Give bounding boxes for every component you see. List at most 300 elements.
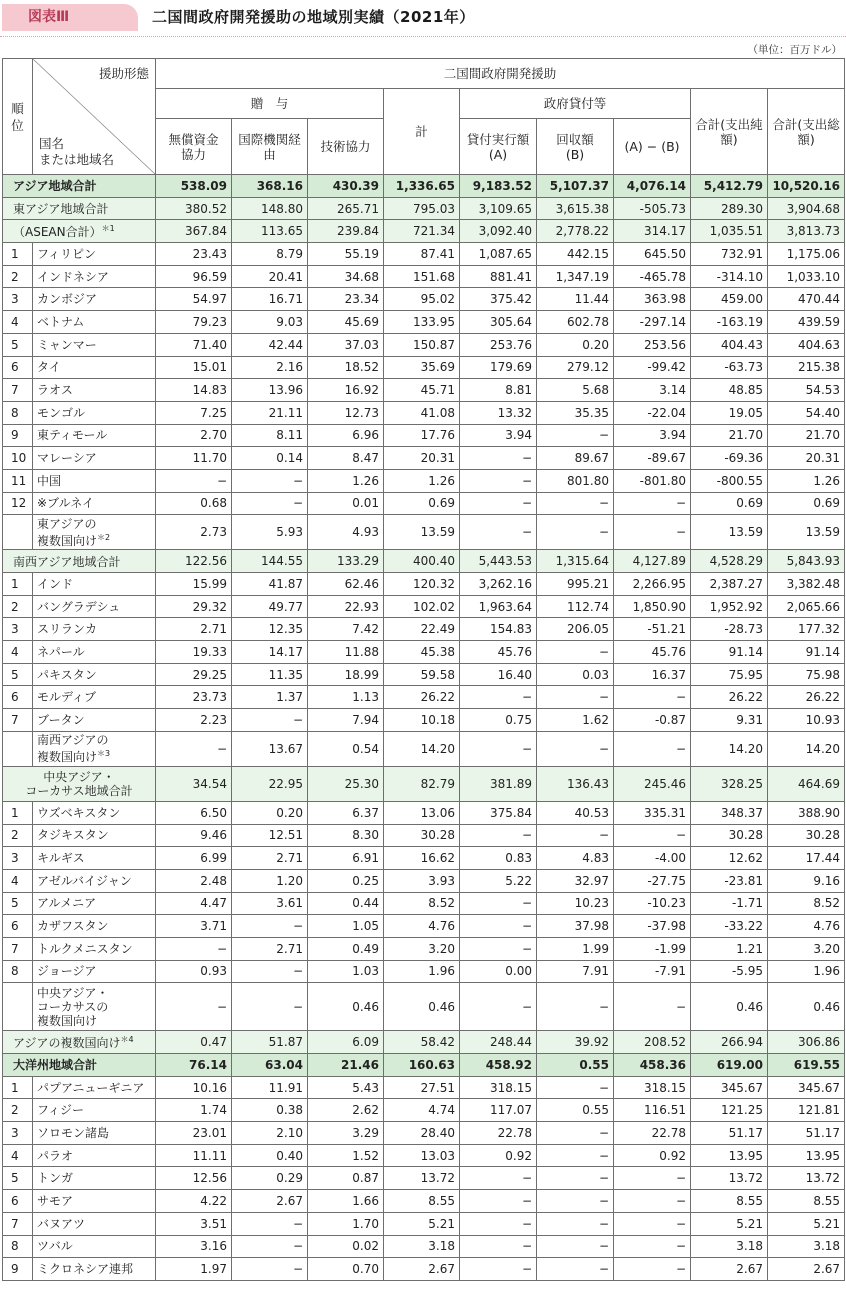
unit-note: （単位：百万ドル）	[747, 44, 842, 56]
table-row	[3, 869, 845, 892]
table-row	[3, 1235, 845, 1258]
value-cell: 54.53	[768, 379, 845, 402]
value-cell: 881.41	[460, 265, 537, 288]
table-row	[3, 983, 845, 1031]
value-cell: 3.29	[308, 1122, 384, 1145]
value-cell: -1.99	[614, 937, 691, 960]
rank-cell: 1	[3, 801, 33, 824]
country-cell	[33, 311, 156, 334]
row-name: パキスタン	[37, 667, 97, 682]
value-cell: 32.97	[537, 869, 614, 892]
row-name: パラオ	[37, 1148, 74, 1163]
table-row	[3, 663, 845, 686]
rank-cell: 5	[3, 333, 33, 356]
value-cell: 732.91	[691, 243, 768, 266]
value-cell: 619.55	[768, 1054, 845, 1077]
value-cell: 2.67	[232, 1190, 308, 1213]
value-cell: 122.56	[156, 550, 232, 573]
value-cell: 0.01	[308, 492, 384, 515]
value-cell: 0.92	[614, 1144, 691, 1167]
value-cell: −	[537, 492, 614, 515]
value-cell: 117.07	[460, 1099, 537, 1122]
subregion-total-row	[3, 1031, 845, 1054]
row-name: ブータン	[37, 712, 85, 727]
value-cell: 16.37	[614, 663, 691, 686]
country-cell	[33, 1190, 156, 1213]
row-name: ラオス	[37, 383, 73, 398]
country-cell	[33, 333, 156, 356]
value-cell: 21.70	[691, 424, 768, 447]
value-cell: −	[537, 731, 614, 766]
rank-cell: 10	[3, 447, 33, 470]
table-row	[3, 824, 845, 847]
value-cell: 14.83	[156, 379, 232, 402]
value-cell: 41.08	[384, 401, 460, 424]
value-cell: 151.68	[384, 265, 460, 288]
row-name: スリランカ	[37, 622, 98, 637]
value-cell: 0.75	[460, 709, 537, 732]
value-cell: 35.69	[384, 356, 460, 379]
country-cell	[33, 847, 156, 870]
value-cell: 801.80	[537, 469, 614, 492]
value-cell: 3.51	[156, 1212, 232, 1235]
country-cell	[33, 288, 156, 311]
value-cell: 3.71	[156, 915, 232, 938]
country-cell	[33, 663, 156, 686]
value-cell: −	[460, 892, 537, 915]
value-cell: 245.46	[614, 766, 691, 801]
value-cell: -28.73	[691, 618, 768, 641]
table-row	[3, 915, 845, 938]
value-cell: 23.34	[308, 288, 384, 311]
value-cell: 7.94	[308, 709, 384, 732]
value-cell: 2.62	[308, 1099, 384, 1122]
value-cell: 1,850.90	[614, 595, 691, 618]
value-cell: 2,266.95	[614, 573, 691, 596]
value-cell: −	[460, 686, 537, 709]
value-cell: 1,087.65	[460, 243, 537, 266]
value-cell: 645.50	[614, 243, 691, 266]
row-name: 東アジア地域合計	[13, 202, 109, 217]
table-row	[3, 937, 845, 960]
value-cell: −	[537, 1167, 614, 1190]
value-cell: 11.35	[232, 663, 308, 686]
value-cell: 29.32	[156, 595, 232, 618]
value-cell: −	[537, 1235, 614, 1258]
value-cell: 4.76	[768, 915, 845, 938]
value-cell: −	[232, 1235, 308, 1258]
value-cell: 95.02	[384, 288, 460, 311]
value-cell: 2.67	[691, 1258, 768, 1281]
value-cell: 439.59	[768, 311, 845, 334]
value-cell: −	[232, 1212, 308, 1235]
value-cell: 42.44	[232, 333, 308, 356]
value-cell: 375.42	[460, 288, 537, 311]
value-cell: 5,843.93	[768, 550, 845, 573]
value-cell: 55.19	[308, 243, 384, 266]
header-country-line2: または地域名	[39, 152, 115, 167]
value-cell: 6.37	[308, 801, 384, 824]
country-cell	[33, 1122, 156, 1145]
value-cell: 23.43	[156, 243, 232, 266]
row-name: ※ブルネイ	[37, 496, 94, 511]
value-cell: 0.38	[232, 1099, 308, 1122]
rank-cell: 4	[3, 869, 33, 892]
value-cell: 388.90	[768, 801, 845, 824]
value-cell: 2,778.22	[537, 220, 614, 243]
country-cell	[33, 1235, 156, 1258]
header-grant-aid	[156, 119, 232, 175]
value-cell: −	[232, 915, 308, 938]
value-cell: 20.31	[384, 447, 460, 470]
value-cell: 289.30	[691, 197, 768, 220]
rank-cell	[3, 983, 33, 1031]
value-cell: 14.20	[691, 731, 768, 766]
value-cell: 381.89	[460, 766, 537, 801]
value-cell: 34.68	[308, 265, 384, 288]
value-cell: 16.62	[384, 847, 460, 870]
value-cell: 3.20	[768, 937, 845, 960]
region-total-row	[3, 1054, 845, 1077]
value-cell: 40.53	[537, 801, 614, 824]
value-cell: −	[156, 937, 232, 960]
rank-cell: 2	[3, 595, 33, 618]
table-row	[3, 492, 845, 515]
value-cell: 16.71	[232, 288, 308, 311]
value-cell: 22.93	[308, 595, 384, 618]
value-cell: −	[460, 983, 537, 1031]
row-name: 東ティモール	[37, 428, 108, 443]
region-name-cell	[3, 175, 156, 198]
country-cell	[33, 1076, 156, 1099]
country-cell	[33, 243, 156, 266]
table-row	[3, 1258, 845, 1281]
row-name: サモア	[37, 1193, 74, 1208]
value-cell: 41.87	[232, 573, 308, 596]
header-gross	[768, 89, 845, 175]
value-cell: 11.70	[156, 447, 232, 470]
value-cell: 45.38	[384, 641, 460, 664]
row-name: アジア地域合計	[13, 179, 97, 194]
rank-cell: 7	[3, 1212, 33, 1235]
value-cell: 113.65	[232, 220, 308, 243]
table-row	[3, 1122, 845, 1145]
value-cell: 48.85	[691, 379, 768, 402]
value-cell: 5,443.53	[460, 550, 537, 573]
row-name: タイ	[37, 360, 61, 375]
row-name: バヌアツ	[37, 1216, 86, 1231]
value-cell: -0.87	[614, 709, 691, 732]
row-name: アゼルバイジャン	[37, 873, 132, 888]
value-cell: 335.31	[614, 801, 691, 824]
value-cell: 23.01	[156, 1122, 232, 1145]
table-row	[3, 686, 845, 709]
value-cell: 0.69	[384, 492, 460, 515]
value-cell: -297.14	[614, 311, 691, 334]
value-cell: 279.12	[537, 356, 614, 379]
country-cell	[33, 573, 156, 596]
country-cell	[33, 356, 156, 379]
header-grant-aid-text: 無償資金協力	[168, 131, 219, 162]
value-cell: 0.02	[308, 1235, 384, 1258]
value-cell: 11.88	[308, 641, 384, 664]
value-cell: 305.64	[460, 311, 537, 334]
value-cell: 0.00	[460, 960, 537, 983]
value-cell: -89.67	[614, 447, 691, 470]
subregion-total-row	[3, 197, 845, 220]
value-cell: −	[614, 1167, 691, 1190]
table-row	[3, 469, 845, 492]
value-cell: -27.75	[614, 869, 691, 892]
value-cell: 10.18	[384, 709, 460, 732]
header-intl-org	[232, 119, 308, 175]
value-cell: 8.11	[232, 424, 308, 447]
rank-cell: 5	[3, 892, 33, 915]
value-cell: −	[537, 1144, 614, 1167]
rank-cell: 4	[3, 311, 33, 334]
header-country	[33, 59, 156, 175]
value-cell: −	[156, 731, 232, 766]
value-cell: 13.06	[384, 801, 460, 824]
header-total: 計	[384, 89, 460, 175]
value-cell: 37.98	[537, 915, 614, 938]
value-cell: 12.51	[232, 824, 308, 847]
header-grant: 贈 与	[156, 89, 384, 119]
value-cell: 4.83	[537, 847, 614, 870]
value-cell: −	[232, 983, 308, 1031]
row-name: フィリピン	[37, 246, 97, 261]
value-cell: 248.44	[460, 1031, 537, 1054]
value-cell: 8.55	[768, 1190, 845, 1213]
value-cell: 7.91	[537, 960, 614, 983]
value-cell: 54.40	[768, 401, 845, 424]
value-cell: 17.76	[384, 424, 460, 447]
rank-cell: 6	[3, 356, 33, 379]
row-name-line: 複数国向け	[37, 1013, 98, 1028]
value-cell: 3.18	[768, 1235, 845, 1258]
row-name: ウズベキスタン	[37, 805, 121, 820]
row-name: トルクメニスタン	[37, 941, 133, 956]
value-cell: 2.71	[232, 937, 308, 960]
value-cell: 6.91	[308, 847, 384, 870]
value-cell: 3,904.68	[768, 197, 845, 220]
row-name: インド	[37, 576, 74, 591]
value-cell: 1.03	[308, 960, 384, 983]
value-cell: -1.71	[691, 892, 768, 915]
header-net	[691, 89, 768, 175]
value-cell: −	[460, 731, 537, 766]
value-cell: 8.52	[768, 892, 845, 915]
value-cell: −	[232, 492, 308, 515]
value-cell: 4.76	[384, 915, 460, 938]
table-row	[3, 1167, 845, 1190]
value-cell: 30.28	[384, 824, 460, 847]
country-cell	[33, 515, 156, 550]
rank-cell: 7	[3, 379, 33, 402]
value-cell: 5.21	[768, 1212, 845, 1235]
value-cell: -69.36	[691, 447, 768, 470]
value-cell: 375.84	[460, 801, 537, 824]
row-name: 南西アジア地域合計	[13, 554, 121, 569]
value-cell: 266.94	[691, 1031, 768, 1054]
value-cell: 3.18	[384, 1235, 460, 1258]
value-cell: 0.46	[768, 983, 845, 1031]
table-row	[3, 515, 845, 550]
value-cell: 71.40	[156, 333, 232, 356]
rank-cell	[3, 515, 33, 550]
table-body	[3, 175, 845, 1281]
value-cell: 0.47	[156, 1031, 232, 1054]
country-cell	[33, 401, 156, 424]
value-cell: 1.26	[308, 469, 384, 492]
value-cell: 21.70	[768, 424, 845, 447]
value-cell: 16.92	[308, 379, 384, 402]
value-cell: 9.16	[768, 869, 845, 892]
figure-header	[0, 0, 846, 37]
value-cell: 3.18	[691, 1235, 768, 1258]
row-name: ツバル	[37, 1239, 73, 1254]
value-cell: 795.03	[384, 197, 460, 220]
value-cell: −	[537, 515, 614, 550]
value-cell: 1.05	[308, 915, 384, 938]
value-cell: 112.74	[537, 595, 614, 618]
value-cell: 13.96	[232, 379, 308, 402]
value-cell: 75.98	[768, 663, 845, 686]
value-cell: 2.67	[768, 1258, 845, 1281]
value-cell: 602.78	[537, 311, 614, 334]
value-cell: 51.17	[768, 1122, 845, 1145]
table-row	[3, 618, 845, 641]
value-cell: 154.83	[460, 618, 537, 641]
row-name: バングラデシュ	[37, 599, 121, 614]
rank-cell: 4	[3, 1144, 33, 1167]
row-name: トンガ	[37, 1171, 74, 1186]
value-cell: −	[614, 731, 691, 766]
value-cell: 12.62	[691, 847, 768, 870]
region-name-cell	[3, 1054, 156, 1077]
value-cell: 18.52	[308, 356, 384, 379]
row-name: 中国	[37, 473, 62, 488]
row-name: ベトナム	[37, 314, 85, 329]
value-cell: 26.22	[768, 686, 845, 709]
rank-cell: 5	[3, 1167, 33, 1190]
value-cell: 0.44	[308, 892, 384, 915]
rank-cell: 7	[3, 709, 33, 732]
oda-table	[2, 58, 845, 1281]
value-cell: -63.73	[691, 356, 768, 379]
footnote-mark: ＊3	[97, 749, 111, 759]
table-row	[3, 1190, 845, 1213]
row-name-line: コーカサス地域合計	[25, 783, 133, 798]
header-recovery	[537, 119, 614, 175]
value-cell: 5.21	[384, 1212, 460, 1235]
value-cell: 3.94	[460, 424, 537, 447]
rank-cell: 3	[3, 288, 33, 311]
table-row	[3, 1212, 845, 1235]
value-cell: -163.19	[691, 311, 768, 334]
value-cell: 63.04	[232, 1054, 308, 1077]
value-cell: -37.98	[614, 915, 691, 938]
value-cell: 9,183.52	[460, 175, 537, 198]
value-cell: -5.95	[691, 960, 768, 983]
row-name-line: 複数国向け	[37, 533, 98, 548]
value-cell: 208.52	[614, 1031, 691, 1054]
value-cell: 1,963.64	[460, 595, 537, 618]
value-cell: −	[232, 1258, 308, 1281]
value-cell: 28.40	[384, 1122, 460, 1145]
table-row	[3, 424, 845, 447]
country-cell	[33, 424, 156, 447]
row-name: （ASEAN合計）	[13, 224, 102, 239]
value-cell: 144.55	[232, 550, 308, 573]
row-name-line: 東アジアの	[37, 516, 97, 531]
value-cell: 22.95	[232, 766, 308, 801]
value-cell: 22.78	[460, 1122, 537, 1145]
value-cell: 22.49	[384, 618, 460, 641]
table-row	[3, 801, 845, 824]
row-name-line: コーカサスの	[37, 999, 109, 1014]
value-cell: 8.47	[308, 447, 384, 470]
country-cell	[33, 1167, 156, 1190]
value-cell: 4.93	[308, 515, 384, 550]
value-cell: 4,127.89	[614, 550, 691, 573]
rank-cell: 6	[3, 686, 33, 709]
row-name-line: 南西アジアの	[37, 733, 109, 748]
value-cell: 13.59	[384, 515, 460, 550]
value-cell: 116.51	[614, 1099, 691, 1122]
value-cell: 59.58	[384, 663, 460, 686]
value-cell: 34.54	[156, 766, 232, 801]
value-cell: 30.28	[768, 824, 845, 847]
value-cell: 14.17	[232, 641, 308, 664]
table-row	[3, 243, 845, 266]
value-cell: 8.81	[460, 379, 537, 402]
value-cell: 16.40	[460, 663, 537, 686]
value-cell: 121.81	[768, 1099, 845, 1122]
value-cell: 10,520.16	[768, 175, 845, 198]
row-name: キルギス	[37, 851, 85, 866]
header-rank	[3, 59, 33, 175]
value-cell: 1.52	[308, 1144, 384, 1167]
value-cell: 430.39	[308, 175, 384, 198]
value-cell: 87.41	[384, 243, 460, 266]
figure-label: 図表Ⅲ	[2, 4, 138, 31]
value-cell: 0.92	[460, 1144, 537, 1167]
country-cell	[33, 892, 156, 915]
value-cell: 6.09	[308, 1031, 384, 1054]
table-row	[3, 333, 845, 356]
value-cell: 1.26	[768, 469, 845, 492]
value-cell: 6.99	[156, 847, 232, 870]
value-cell: 458.36	[614, 1054, 691, 1077]
row-name: ミャンマー	[37, 337, 97, 352]
row-name: モンゴル	[37, 405, 86, 420]
table-row	[3, 1099, 845, 1122]
value-cell: 177.32	[768, 618, 845, 641]
value-cell: −	[614, 1235, 691, 1258]
table-row	[3, 1076, 845, 1099]
value-cell: 2.73	[156, 515, 232, 550]
country-cell	[33, 731, 156, 766]
value-cell: -22.04	[614, 401, 691, 424]
value-cell: 3.20	[384, 937, 460, 960]
value-cell: 3,813.73	[768, 220, 845, 243]
value-cell: 45.71	[384, 379, 460, 402]
rank-cell: 1	[3, 1076, 33, 1099]
value-cell: -7.91	[614, 960, 691, 983]
value-cell: 2.70	[156, 424, 232, 447]
value-cell: -99.42	[614, 356, 691, 379]
